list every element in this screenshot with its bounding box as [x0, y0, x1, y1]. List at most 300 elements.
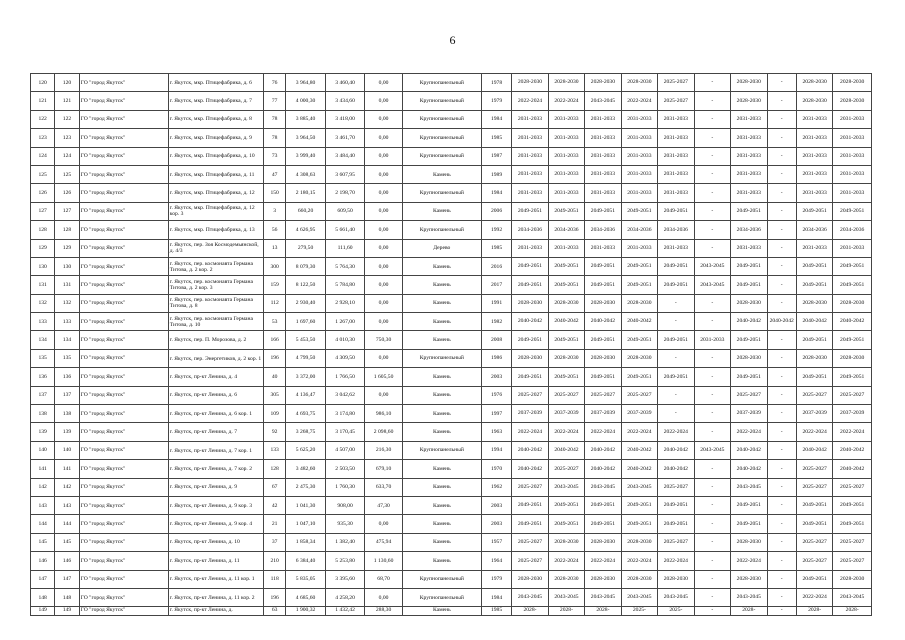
total-area-cell: 5 453,50 — [286, 331, 326, 349]
repair-period-cell: 2049-2051 — [658, 331, 694, 349]
repair-period-cell: 2049-2051 — [796, 368, 832, 386]
repair-period-cell: 2028-2030 — [512, 570, 548, 588]
repair-period-cell: 2025-2027 — [796, 552, 832, 570]
repair-period-cell: 2028-2030 — [585, 74, 621, 92]
municipality-cell: ГО "город Якутск" — [79, 588, 168, 606]
repair-period-cell: - — [694, 460, 730, 478]
repair-period-cell: 2049-2051 — [796, 202, 832, 220]
house-number-cell: 144 — [55, 515, 79, 533]
repair-period-cell: 2028-2030 — [796, 349, 832, 367]
repair-period-cell: - — [658, 386, 694, 404]
living-area-cell: 4 258,20 — [325, 588, 365, 606]
municipality-cell: ГО "город Якутск" — [79, 552, 168, 570]
repair-period-cell: 2049-2051 — [585, 515, 621, 533]
total-area-cell: 1 047,10 — [286, 515, 326, 533]
repair-period-cell: 2031-2033 — [621, 165, 657, 183]
repair-period-cell: - — [658, 349, 694, 367]
table-row — [31, 165, 872, 183]
repair-period-cell: 2049-2051 — [585, 202, 621, 220]
total-area-cell: 279,50 — [286, 239, 326, 257]
build-year-cell: 2017 — [481, 276, 511, 294]
repair-period-cell: - — [767, 147, 796, 165]
repair-period-cell: 2049-2051 — [548, 496, 584, 514]
repair-period-cell: 2049-2051 — [512, 368, 548, 386]
repair-period-cell: 2049-2051 — [512, 257, 548, 275]
total-area-cell: 5 625,20 — [286, 441, 326, 459]
house-number-cell: 131 — [55, 276, 79, 294]
repair-period-cell: 2049-2051 — [621, 202, 657, 220]
nonliving-area-cell: 0,00 — [365, 515, 402, 533]
build-year-cell: 1979 — [481, 92, 511, 110]
repair-period-cell: 2022-2024 — [548, 92, 584, 110]
row-number-cell: 145 — [31, 533, 55, 551]
repair-period-cell: 2028-2030 — [796, 92, 832, 110]
repair-period-cell: - — [694, 74, 730, 92]
total-area-cell: 4 000,30 — [286, 92, 326, 110]
repair-period-cell: - — [694, 221, 730, 239]
build-year-cell: 1987 — [481, 147, 511, 165]
living-area-cell: 3 170,45 — [325, 423, 365, 441]
repair-period-cell: 2025-2027 — [548, 460, 584, 478]
municipality-cell: ГО "город Якутск" — [79, 239, 168, 257]
row-number-cell: 128 — [31, 221, 55, 239]
build-year-cell: 1964 — [481, 552, 511, 570]
repair-period-cell: 2028-2030 — [548, 349, 584, 367]
nonliving-area-cell: 0,00 — [365, 202, 402, 220]
total-area-cell: 1 041,30 — [286, 496, 326, 514]
repair-period-cell: 2031-2033 — [512, 184, 548, 202]
repair-period-cell: 2028-2030 — [796, 294, 832, 312]
repair-period-cell: 2040-2042 — [621, 460, 657, 478]
total-area-cell: 2 180,15 — [286, 184, 326, 202]
repair-period-cell: 2049-2051 — [512, 331, 548, 349]
apartments-cell: 112 — [264, 294, 286, 312]
address-cell: г. Якутск, мкр. Птицефабрика, д. 6 — [168, 74, 263, 92]
repair-period-cell: 2031-2033 — [585, 147, 621, 165]
nonliving-area-cell: 0,00 — [365, 239, 402, 257]
repair-period-cell: 2022-2024 — [658, 552, 694, 570]
row-number-cell: 146 — [31, 552, 55, 570]
total-area-cell: 1 900,32 — [286, 607, 326, 616]
table-row — [31, 221, 872, 239]
living-area-cell: 2 928,10 — [325, 294, 365, 312]
repair-period-cell: - — [767, 276, 796, 294]
house-number-cell: 140 — [55, 441, 79, 459]
repair-period-cell: 2043-2045 — [731, 588, 767, 606]
repair-period-cell: 2049-2051 — [731, 257, 767, 275]
build-year-cell: 1985 — [481, 607, 511, 616]
table-row — [31, 276, 872, 294]
house-number-cell: 136 — [55, 368, 79, 386]
address-cell: г. Якутск, пр-кт Ленина, д. 9 кор. 3 — [168, 496, 263, 514]
row-number-cell: 136 — [31, 368, 55, 386]
address-cell: г. Якутск, пер. космонавта Германа Титова, д. 2 кор. 2 — [168, 257, 263, 275]
repair-period-cell: 2049-2051 — [548, 257, 584, 275]
repair-period-cell: 2040-2042 — [512, 460, 548, 478]
build-year-cell: 1985 — [481, 129, 511, 147]
living-area-cell: 1 382,40 — [325, 533, 365, 551]
repair-period-cell: 2040-2042 — [585, 441, 621, 459]
repair-period-cell: 2025- — [658, 607, 694, 616]
total-area-cell: 4 136,47 — [286, 386, 326, 404]
repair-period-cell: - — [694, 110, 730, 128]
table-row — [31, 368, 872, 386]
table-row — [31, 533, 872, 551]
repair-period-cell: 2040-2042 — [833, 460, 872, 478]
address-cell: г. Якутск, пр-кт Ленина, д. 10 — [168, 533, 263, 551]
repair-period-cell: 2031-2033 — [658, 184, 694, 202]
living-area-cell: 3 418,00 — [325, 110, 365, 128]
row-number-cell: 129 — [31, 239, 55, 257]
repair-period-cell: 2031-2033 — [548, 110, 584, 128]
repair-period-cell: 2040-2042 — [621, 441, 657, 459]
repair-period-cell: 2049-2051 — [512, 515, 548, 533]
row-number-cell: 137 — [31, 386, 55, 404]
repair-period-cell: 2037-2039 — [731, 405, 767, 423]
build-year-cell: 1984 — [481, 184, 511, 202]
repair-period-cell: - — [658, 313, 694, 331]
repair-period-cell: - — [658, 294, 694, 312]
repair-period-cell: 2040-2042 — [796, 441, 832, 459]
repair-period-cell: 2040-2042 — [731, 313, 767, 331]
apartments-cell: 76 — [264, 74, 286, 92]
repair-period-cell: 2031-2033 — [796, 110, 832, 128]
repair-period-cell: 2025-2027 — [833, 386, 872, 404]
apartments-cell: 47 — [264, 165, 286, 183]
repair-period-cell: 2043-2045 — [694, 441, 730, 459]
living-area-cell: 3 461,70 — [325, 129, 365, 147]
repair-period-cell: 2028-2030 — [585, 570, 621, 588]
municipality-cell: ГО "город Якутск" — [79, 202, 168, 220]
repair-period-cell: 2049-2051 — [658, 496, 694, 514]
build-year-cell: 1970 — [481, 460, 511, 478]
living-area-cell: 3 042,62 — [325, 386, 365, 404]
row-number-cell: 120 — [31, 74, 55, 92]
repair-period-cell: 2031-2033 — [621, 110, 657, 128]
nonliving-area-cell: 0,00 — [365, 349, 402, 367]
repair-period-cell: 2031-2033 — [585, 129, 621, 147]
wall-material-cell: Камень — [402, 405, 481, 423]
repair-period-cell: 2028-2030 — [548, 570, 584, 588]
living-area-cell: 609,50 — [325, 202, 365, 220]
table-row — [31, 184, 872, 202]
apartments-cell: 37 — [264, 533, 286, 551]
repair-period-cell: 2049-2051 — [621, 276, 657, 294]
build-year-cell: 2003 — [481, 496, 511, 514]
repair-period-cell: 2031-2033 — [658, 165, 694, 183]
address-cell: г. Якутск, мкр. Птицефабрика, д. 10 — [168, 147, 263, 165]
repair-period-cell: 2022-2024 — [731, 423, 767, 441]
repair-period-cell: 2028-2030 — [833, 74, 872, 92]
repair-period-cell: 2049-2051 — [796, 331, 832, 349]
living-area-cell: 3 484,40 — [325, 147, 365, 165]
nonliving-area-cell: 288,30 — [365, 607, 402, 616]
repair-period-cell: - — [694, 570, 730, 588]
repair-period-cell: - — [658, 405, 694, 423]
repair-period-cell: 2025-2027 — [833, 478, 872, 496]
row-number-cell: 126 — [31, 184, 55, 202]
table-row — [31, 515, 872, 533]
nonliving-area-cell: 68,70 — [365, 570, 402, 588]
row-number-cell: 133 — [31, 313, 55, 331]
repair-period-cell: 2031-2033 — [621, 147, 657, 165]
repair-period-cell: - — [694, 368, 730, 386]
house-number-cell: 128 — [55, 221, 79, 239]
apartments-cell: 42 — [264, 496, 286, 514]
build-year-cell: 1986 — [481, 349, 511, 367]
repair-period-cell: 2043-2045 — [512, 588, 548, 606]
repair-period-cell: 2025-2027 — [796, 478, 832, 496]
table-row — [31, 423, 872, 441]
repair-period-cell: 2049-2051 — [548, 368, 584, 386]
municipality-cell: ГО "город Якутск" — [79, 110, 168, 128]
build-year-cell: 1997 — [481, 405, 511, 423]
table-body — [31, 74, 872, 616]
repair-period-cell: 2031-2033 — [658, 147, 694, 165]
repair-period-cell: 2049-2051 — [658, 515, 694, 533]
apartments-cell: 13 — [264, 239, 286, 257]
municipality-cell: ГО "город Якутск" — [79, 386, 168, 404]
repair-period-cell: - — [694, 496, 730, 514]
address-cell: г. Якутск, пер. Энергетиков, д. 2 кор. 1 — [168, 349, 263, 367]
repair-period-cell: 2028-2030 — [512, 294, 548, 312]
repair-period-cell: - — [694, 184, 730, 202]
repair-period-cell: 2049-2051 — [796, 515, 832, 533]
house-number-cell: 148 — [55, 588, 79, 606]
table-row — [31, 239, 872, 257]
repair-period-cell: 2028-2030 — [731, 74, 767, 92]
build-year-cell: 2006 — [481, 202, 511, 220]
repair-period-cell: 2031-2033 — [833, 147, 872, 165]
table-row — [31, 588, 872, 606]
repair-period-cell: 2022-2024 — [621, 552, 657, 570]
nonliving-area-cell: 0,00 — [365, 74, 402, 92]
repair-period-cell: 2037-2039 — [833, 405, 872, 423]
repair-period-cell: 2049-2051 — [796, 570, 832, 588]
repair-period-cell: - — [767, 515, 796, 533]
repair-period-cell: 2040-2042 — [548, 441, 584, 459]
nonliving-area-cell: 216,30 — [365, 441, 402, 459]
wall-material-cell: Камень — [402, 313, 481, 331]
repair-period-cell: - — [767, 331, 796, 349]
repair-period-cell: 2031-2033 — [548, 184, 584, 202]
repair-period-cell: 2028-2030 — [512, 74, 548, 92]
build-year-cell: 1963 — [481, 423, 511, 441]
repair-period-cell: 2028-2030 — [833, 92, 872, 110]
repair-period-cell: 2049-2051 — [833, 202, 872, 220]
repair-period-cell: - — [767, 478, 796, 496]
row-number-cell: 141 — [31, 460, 55, 478]
address-cell: г. Якутск, пр-кт Ленина, д. 11 — [168, 552, 263, 570]
repair-period-cell: 2049-2051 — [658, 368, 694, 386]
repair-period-cell: - — [767, 460, 796, 478]
house-number-cell: 145 — [55, 533, 79, 551]
repair-period-cell: 2022-2024 — [548, 552, 584, 570]
apartments-cell: 21 — [264, 515, 286, 533]
apartments-cell: 78 — [264, 129, 286, 147]
repair-period-cell: 2031-2033 — [731, 147, 767, 165]
address-cell: г. Якутск, пр-кт Ленина, д. 11 кор. 1 — [168, 570, 263, 588]
house-number-cell: 147 — [55, 570, 79, 588]
repair-period-cell: - — [694, 478, 730, 496]
municipality-cell: ГО "город Якутск" — [79, 515, 168, 533]
apartments-cell: 166 — [264, 331, 286, 349]
repair-period-cell: - — [694, 313, 730, 331]
address-cell: г. Якутск, пр-кт Ленина, д. 9 — [168, 478, 263, 496]
repair-period-cell: 2037-2039 — [548, 405, 584, 423]
repair-period-cell: 2049-2051 — [731, 276, 767, 294]
repair-period-cell: 2049-2051 — [796, 257, 832, 275]
municipality-cell: ГО "город Якутск" — [79, 441, 168, 459]
address-cell: г. Якутск, пр-кт Ленина, д. 7 кор. 1 — [168, 441, 263, 459]
repair-period-cell: 2034-2036 — [621, 221, 657, 239]
municipality-cell: ГО "город Якутск" — [79, 184, 168, 202]
repair-period-cell: 2022-2024 — [833, 423, 872, 441]
repair-period-cell: 2049-2051 — [731, 368, 767, 386]
repair-period-cell: 2031-2033 — [585, 184, 621, 202]
repair-period-cell: 2031-2033 — [796, 239, 832, 257]
address-cell: г. Якутск, пер. космонавта Германа Титова, д. 2 кор. 3 — [168, 276, 263, 294]
nonliving-area-cell: 679,10 — [365, 460, 402, 478]
total-area-cell: 5 835,05 — [286, 570, 326, 588]
repair-period-cell: 2031-2033 — [731, 239, 767, 257]
repair-period-cell: - — [694, 165, 730, 183]
repair-period-cell: 2037-2039 — [621, 405, 657, 423]
total-area-cell: 4 308,63 — [286, 165, 326, 183]
nonliving-area-cell: 0,00 — [365, 184, 402, 202]
build-year-cell: 1982 — [481, 313, 511, 331]
build-year-cell: 1985 — [481, 239, 511, 257]
wall-material-cell: Крупнопанельный — [402, 349, 481, 367]
total-area-cell: 3 482,60 — [286, 460, 326, 478]
repair-period-cell: - — [767, 74, 796, 92]
row-number-cell: 124 — [31, 147, 55, 165]
house-number-cell: 141 — [55, 460, 79, 478]
total-area-cell: 660,20 — [286, 202, 326, 220]
living-area-cell: 4 309,50 — [325, 349, 365, 367]
repair-period-cell: 2022-2024 — [796, 588, 832, 606]
row-number-cell: 130 — [31, 257, 55, 275]
repair-period-cell: - — [694, 423, 730, 441]
total-area-cell: 4 693,75 — [286, 405, 326, 423]
build-year-cell: 1962 — [481, 478, 511, 496]
build-year-cell: 1984 — [481, 588, 511, 606]
wall-material-cell: Камень — [402, 478, 481, 496]
address-cell: г. Якутск, мкр. Птицефабрика, д. 12 кор. 3 — [168, 202, 263, 220]
repair-period-cell: 2028-2030 — [585, 294, 621, 312]
table-row — [31, 496, 872, 514]
repair-period-cell: 2040-2042 — [796, 313, 832, 331]
table-row — [31, 460, 872, 478]
municipality-cell: ГО "город Якутск" — [79, 607, 168, 616]
repair-period-cell: 2025-2027 — [658, 74, 694, 92]
table-row — [31, 386, 872, 404]
nonliving-area-cell: 1 605,50 — [365, 368, 402, 386]
table-row — [31, 478, 872, 496]
repair-period-cell: 2049-2051 — [548, 202, 584, 220]
table-row — [31, 74, 872, 92]
row-number-cell: 138 — [31, 405, 55, 423]
repair-period-cell: - — [694, 92, 730, 110]
nonliving-area-cell: 633,70 — [365, 478, 402, 496]
repair-period-cell: 2043-2045 — [585, 588, 621, 606]
municipality-cell: ГО "город Якутск" — [79, 423, 168, 441]
table-row — [31, 202, 872, 220]
repair-period-cell: 2043-2045 — [621, 478, 657, 496]
apartments-cell: 118 — [264, 570, 286, 588]
living-area-cell: 5 253,80 — [325, 552, 365, 570]
repair-period-cell: - — [767, 184, 796, 202]
apartments-cell: 73 — [264, 147, 286, 165]
municipality-cell: ГО "город Якутск" — [79, 478, 168, 496]
house-number-cell: 121 — [55, 92, 79, 110]
repair-period-cell: 2049-2051 — [833, 496, 872, 514]
repair-period-cell: 2025-2027 — [833, 533, 872, 551]
wall-material-cell: Крупнопанельный — [402, 441, 481, 459]
repair-period-cell: 2037-2039 — [796, 405, 832, 423]
nonliving-area-cell: 986,10 — [365, 405, 402, 423]
wall-material-cell: Крупнопанельный — [402, 92, 481, 110]
repair-period-cell: 2040-2042 — [658, 460, 694, 478]
table-row — [31, 331, 872, 349]
total-area-cell: 4 626,95 — [286, 221, 326, 239]
repair-period-cell: 2043-2045 — [731, 478, 767, 496]
repair-period-cell: 2043-2045 — [585, 92, 621, 110]
row-number-cell: 121 — [31, 92, 55, 110]
house-number-cell: 149 — [55, 607, 79, 616]
repair-period-cell: 2034-2036 — [512, 221, 548, 239]
repair-period-cell: 2040-2042 — [731, 460, 767, 478]
row-number-cell: 140 — [31, 441, 55, 459]
page-number: 6 — [449, 33, 456, 47]
repair-period-cell: 2022-2024 — [731, 552, 767, 570]
municipality-cell: ГО "город Якутск" — [79, 368, 168, 386]
repair-period-cell: 2049-2051 — [833, 515, 872, 533]
repair-period-cell: 2037-2039 — [585, 405, 621, 423]
repair-period-cell: 2040-2042 — [731, 441, 767, 459]
apartments-cell: 3 — [264, 202, 286, 220]
repair-period-cell: - — [767, 349, 796, 367]
repair-period-cell: 2049-2051 — [731, 202, 767, 220]
wall-material-cell: Крупнопанельный — [402, 184, 481, 202]
build-year-cell: 2016 — [481, 257, 511, 275]
repair-period-cell: 2049-2051 — [833, 276, 872, 294]
total-area-cell: 3 885,40 — [286, 110, 326, 128]
total-area-cell: 8 122,50 — [286, 276, 326, 294]
repair-period-cell: 2043-2045 — [658, 588, 694, 606]
repair-period-cell: 2049-2051 — [585, 368, 621, 386]
repair-period-cell: 2031-2033 — [621, 184, 657, 202]
repair-period-cell: 2034-2036 — [833, 221, 872, 239]
living-area-cell: 4 507,00 — [325, 441, 365, 459]
repair-period-cell: 2028- — [585, 607, 621, 616]
repair-period-cell: 2025-2027 — [833, 552, 872, 570]
living-area-cell: 5 661,40 — [325, 221, 365, 239]
house-number-cell: 142 — [55, 478, 79, 496]
repair-period-cell: 2025-2027 — [512, 552, 548, 570]
repair-period-cell: 2049-2051 — [731, 331, 767, 349]
address-cell: г. Якутск, пер. П. Морозова, д. 2 — [168, 331, 263, 349]
repair-period-cell: 2043-2045 — [694, 257, 730, 275]
repair-period-cell: 2028-2030 — [621, 570, 657, 588]
repair-period-cell: 2028- — [796, 607, 832, 616]
repair-period-cell: 2034-2036 — [731, 221, 767, 239]
repair-period-cell: - — [767, 221, 796, 239]
total-area-cell: 3 964,80 — [286, 74, 326, 92]
repair-period-cell: 2025-2027 — [585, 386, 621, 404]
table-row — [31, 129, 872, 147]
repair-period-cell: 2028-2030 — [731, 570, 767, 588]
